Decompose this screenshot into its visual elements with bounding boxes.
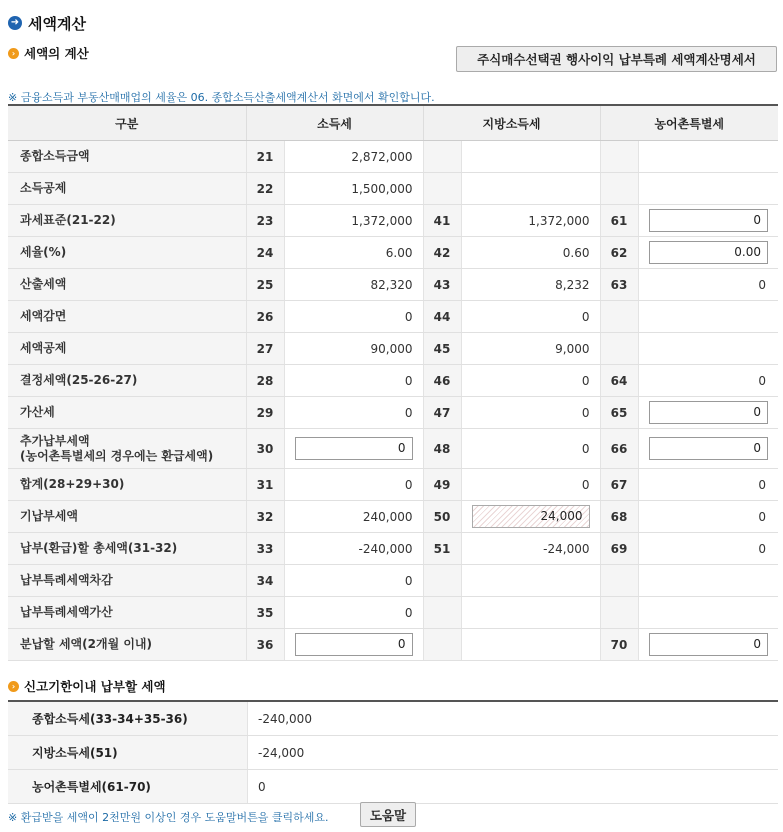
line-number: 35 — [246, 597, 284, 629]
line-number: 67 — [600, 469, 638, 501]
value-cell — [284, 629, 423, 661]
row-label: 세율(%) — [8, 237, 246, 269]
section-title-tax-calc: › 세액의 계산 — [8, 44, 89, 62]
line-number — [423, 173, 461, 205]
line-number — [600, 565, 638, 597]
amount-input[interactable]: 0 — [649, 209, 769, 232]
value-cell: 2,872,000 — [284, 141, 423, 173]
arrow-right-icon: ➜ — [8, 16, 22, 30]
summary-value: -24,000 — [248, 736, 779, 770]
line-number: 24 — [246, 237, 284, 269]
value-cell — [638, 205, 778, 237]
line-number: 36 — [246, 629, 284, 661]
line-number: 63 — [600, 269, 638, 301]
line-number: 30 — [246, 429, 284, 469]
amount-input[interactable]: 0 — [649, 437, 769, 460]
value-cell — [638, 629, 778, 661]
value-cell — [461, 141, 600, 173]
value-cell: 0 — [284, 397, 423, 429]
table-row — [8, 701, 778, 736]
row-label: 납부특례세액가산 — [8, 597, 246, 629]
value-cell: 0 — [638, 469, 778, 501]
stock-option-detail-button[interactable]: 주식매수선택권 행사이익 납부특례 세액계산명세서 — [456, 46, 777, 72]
line-number: 22 — [246, 173, 284, 205]
value-cell — [638, 565, 778, 597]
value-cell: 0 — [284, 365, 423, 397]
value-cell — [638, 397, 778, 429]
row-label: 분납할 세액(2개월 이내) — [8, 629, 246, 661]
amount-input[interactable]: 0 — [295, 633, 413, 656]
value-cell: -24,000 — [461, 533, 600, 565]
value-cell — [638, 141, 778, 173]
value-cell — [638, 597, 778, 629]
header-income-tax: 소득세 — [246, 105, 423, 141]
line-number: 34 — [246, 565, 284, 597]
line-number: 45 — [423, 333, 461, 365]
table-row — [8, 770, 778, 804]
row-label: 합계(28+29+30) — [8, 469, 246, 501]
value-cell: 6.00 — [284, 237, 423, 269]
line-number: 21 — [246, 141, 284, 173]
readonly-value-field: 24,000 — [472, 505, 590, 528]
line-number: 46 — [423, 365, 461, 397]
table-row — [8, 429, 778, 469]
line-number: 25 — [246, 269, 284, 301]
line-number — [600, 141, 638, 173]
value-cell: 0 — [461, 301, 600, 333]
value-cell: 90,000 — [284, 333, 423, 365]
value-cell: 0 — [638, 501, 778, 533]
header-category: 구분 — [8, 105, 246, 141]
chevron-right-icon: › — [8, 48, 19, 59]
table-row — [8, 629, 778, 661]
line-number: 47 — [423, 397, 461, 429]
value-cell: 1,372,000 — [284, 205, 423, 237]
table-row — [8, 301, 778, 333]
line-number — [423, 629, 461, 661]
table-row — [8, 237, 778, 269]
row-label: 결정세액(25-26-27) — [8, 365, 246, 397]
value-cell: 1,500,000 — [284, 173, 423, 205]
value-cell — [638, 333, 778, 365]
value-cell — [284, 429, 423, 469]
table-row — [8, 597, 778, 629]
table-row — [8, 205, 778, 237]
value-cell — [638, 301, 778, 333]
line-number: 61 — [600, 205, 638, 237]
line-number: 68 — [600, 501, 638, 533]
line-number: 49 — [423, 469, 461, 501]
value-cell: -240,000 — [284, 533, 423, 565]
table-row — [8, 501, 778, 533]
value-cell — [461, 173, 600, 205]
table-row — [8, 397, 778, 429]
value-cell — [461, 629, 600, 661]
line-number: 42 — [423, 237, 461, 269]
amount-input[interactable]: 0 — [295, 437, 413, 460]
value-cell: 0 — [284, 301, 423, 333]
line-number: 65 — [600, 397, 638, 429]
line-number — [423, 597, 461, 629]
amount-input[interactable]: 0 — [649, 401, 769, 424]
line-number: 26 — [246, 301, 284, 333]
value-cell: 0 — [461, 365, 600, 397]
info-note-bottom: ※ 환급받을 세액이 2천만원 이상인 경우 도움말버튼을 클릭하세요. — [8, 811, 329, 824]
help-button[interactable]: 도움말 — [360, 802, 416, 827]
summary-label: 농어촌특별세(61-70) — [8, 770, 248, 804]
row-label: 소득공제 — [8, 173, 246, 205]
row-label: 납부(환급)할 총세액(31-32) — [8, 533, 246, 565]
page-title — [8, 13, 86, 33]
value-cell: 1,372,000 — [461, 205, 600, 237]
row-label: 납부특례세액차감 — [8, 565, 246, 597]
row-label: 과세표준(21-22) — [8, 205, 246, 237]
table-row — [8, 173, 778, 205]
line-number — [423, 141, 461, 173]
line-number: 62 — [600, 237, 638, 269]
line-number: 41 — [423, 205, 461, 237]
summary-label: 종합소득세(33-34+35-36) — [8, 701, 248, 736]
table-row — [8, 533, 778, 565]
value-cell — [638, 237, 778, 269]
value-cell: 0.60 — [461, 237, 600, 269]
value-cell: 0 — [461, 429, 600, 469]
table-row — [8, 269, 778, 301]
value-cell: 0 — [284, 469, 423, 501]
tax-calculation-table — [8, 104, 778, 661]
section-title-payable: › 신고기한이내 납부할 세액 — [8, 677, 166, 695]
line-number: 33 — [246, 533, 284, 565]
line-number: 31 — [246, 469, 284, 501]
line-number: 32 — [246, 501, 284, 533]
row-label: 종합소득금액 — [8, 141, 246, 173]
line-number: 70 — [600, 629, 638, 661]
line-number: 64 — [600, 365, 638, 397]
row-label: 산출세액 — [8, 269, 246, 301]
header-local-income-tax: 지방소득세 — [423, 105, 600, 141]
value-cell: 8,232 — [461, 269, 600, 301]
value-cell: 9,000 — [461, 333, 600, 365]
line-number: 69 — [600, 533, 638, 565]
row-label: 기납부세액 — [8, 501, 246, 533]
value-cell — [461, 501, 600, 533]
row-label: 가산세 — [8, 397, 246, 429]
table-row — [8, 469, 778, 501]
value-cell — [638, 429, 778, 469]
table-row — [8, 736, 778, 770]
amount-input[interactable]: 0.00 — [649, 241, 769, 264]
info-note-top: ※ 금융소득과 부동산매매업의 세율은 06. 종합소득산출세액계산서 화면에서 확인합니다. — [8, 91, 435, 104]
line-number: 27 — [246, 333, 284, 365]
line-number: 51 — [423, 533, 461, 565]
row-label: 세액공제 — [8, 333, 246, 365]
value-cell: 0 — [284, 597, 423, 629]
value-cell: 0 — [284, 565, 423, 597]
table-row — [8, 333, 778, 365]
summary-label: 지방소득세(51) — [8, 736, 248, 770]
line-number: 48 — [423, 429, 461, 469]
value-cell: 0 — [638, 365, 778, 397]
value-cell: 82,320 — [284, 269, 423, 301]
row-label: 추가납부세액 (농어촌특별세의 경우에는 환급세액) — [8, 429, 246, 469]
value-cell: 0 — [638, 533, 778, 565]
payable-tax-table — [8, 700, 778, 804]
row-label: 세액감면 — [8, 301, 246, 333]
header-rural-special-tax: 농어촌특별세 — [600, 105, 778, 141]
table-header — [8, 105, 778, 141]
amount-input[interactable]: 0 — [649, 633, 769, 656]
table-row — [8, 565, 778, 597]
line-number — [600, 173, 638, 205]
line-number — [600, 597, 638, 629]
summary-value: -240,000 — [248, 701, 779, 736]
value-cell — [638, 173, 778, 205]
line-number: 28 — [246, 365, 284, 397]
line-number: 50 — [423, 501, 461, 533]
line-number — [423, 565, 461, 597]
line-number: 29 — [246, 397, 284, 429]
value-cell — [461, 565, 600, 597]
line-number — [600, 333, 638, 365]
value-cell: 240,000 — [284, 501, 423, 533]
summary-value: 0 — [248, 770, 779, 804]
line-number: 23 — [246, 205, 284, 237]
line-number: 66 — [600, 429, 638, 469]
value-cell: 0 — [638, 269, 778, 301]
table-row — [8, 141, 778, 173]
page-title-text: 세액계산 — [28, 14, 86, 33]
line-number: 44 — [423, 301, 461, 333]
line-number: 43 — [423, 269, 461, 301]
table-row — [8, 365, 778, 397]
chevron-right-icon: › — [8, 681, 19, 692]
value-cell: 0 — [461, 469, 600, 501]
value-cell — [461, 597, 600, 629]
value-cell: 0 — [461, 397, 600, 429]
line-number — [600, 301, 638, 333]
